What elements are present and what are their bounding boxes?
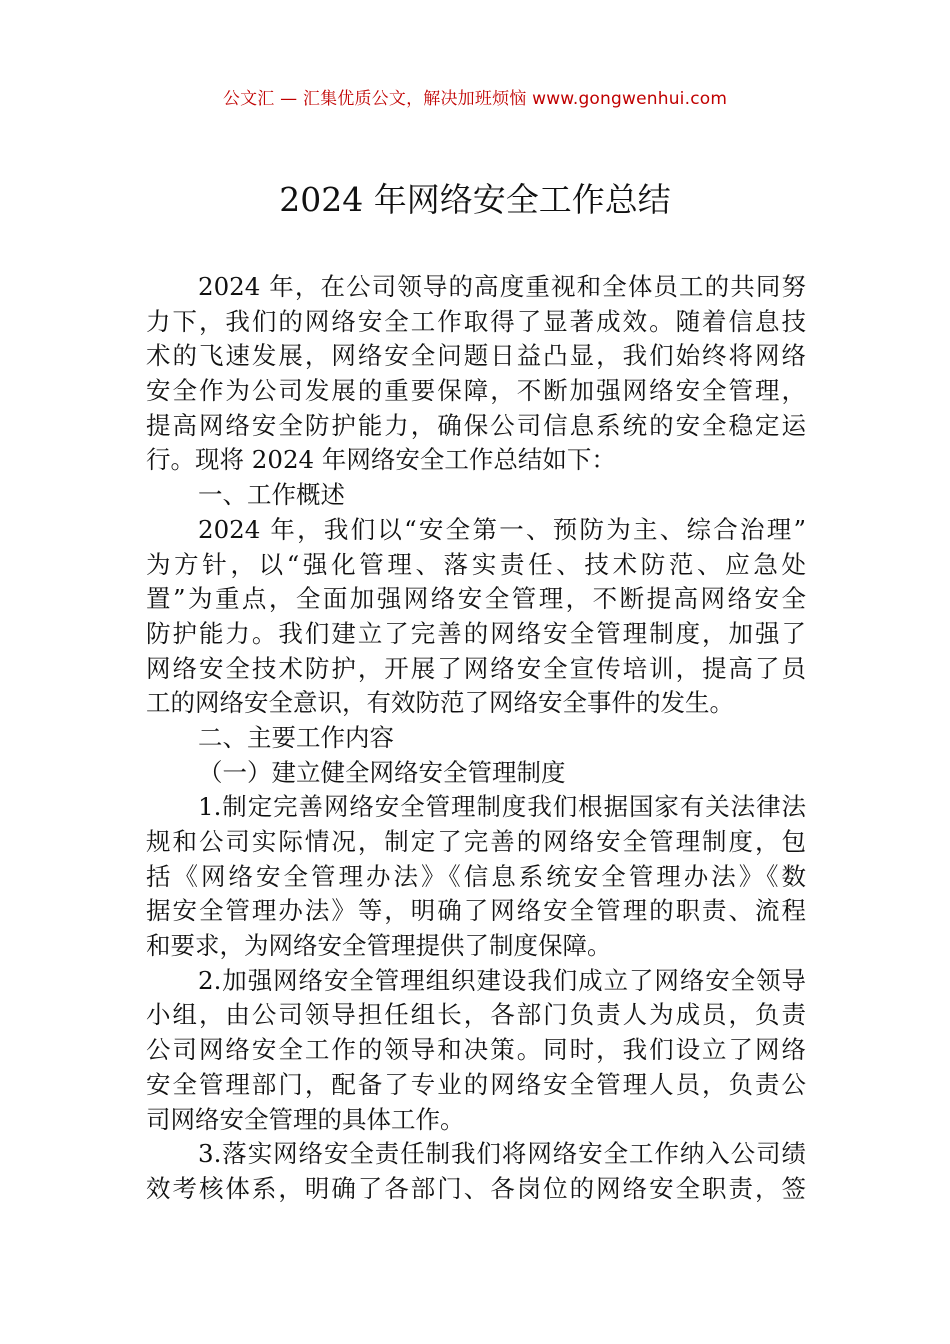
body-text-line: 括《网络安全管理办法》《信息系统安全管理办法》《数 (146, 861, 806, 891)
body-text-line: 2024 年，在公司领导的高度重视和全体员工的共同努 (198, 272, 806, 301)
body-text-line: 二、主要工作内容 (198, 722, 394, 752)
body-text-line: 和要求，为网络安全管理提供了制度保障。 (146, 931, 612, 961)
body-text-line: 3.落实网络安全责任制我们将网络安全工作纳入公司绩 (198, 1139, 806, 1169)
body-text-line: 力下，我们的网络安全工作取得了显著成效。随着信息技 (146, 306, 806, 336)
body-text-line: 工的网络安全意识，有效防范了网络安全事件的发生。 (146, 688, 734, 718)
body-text-line: 提高网络安全防护能力，确保公司信息系统的安全稳定运 (146, 410, 806, 440)
body-text-line: 效考核体系，明确了各部门、各岗位的网络安全职责，签 (146, 1173, 806, 1203)
body-text-line: 据安全管理办法》等，明确了网络安全管理的职责、流程 (146, 896, 806, 926)
body-text-line: 2024 年，我们以“安全第一、预防为主、综合治理” (198, 514, 806, 544)
body-text-line: 为方针，以“强化管理、落实责任、技术防范、应急处 (146, 549, 806, 579)
body-text-line: 规和公司实际情况，制定了完善的网络安全管理制度，包 (146, 827, 806, 856)
body-text-line: 行。现将 2024 年网络安全工作总结如下： (146, 445, 616, 475)
body-text-line: 1.制定完善网络安全管理制度我们根据国家有关法律法 (198, 792, 806, 822)
body-text-line: 防护能力。我们建立了完善的网络安全管理制度，加强了 (146, 618, 806, 648)
document-body (146, 270, 806, 1207)
body-text-line: 术的飞速发展，网络安全问题日益凸显，我们始终将网络 (146, 341, 806, 371)
body-text-line: 安全作为公司发展的重要保障，不断加强网络安全管理， (146, 376, 806, 406)
body-text-line: 一、工作概述 (198, 480, 345, 510)
body-text-line: 2.加强网络安全管理组织建设我们成立了网络安全领导 (198, 965, 806, 995)
header-banner: 公文汇 — 汇集优质公文，解决加班烦恼 www.gongwenhui.com (222, 89, 728, 109)
document-title: 2024 年网络安全工作总结 (279, 180, 671, 219)
body-text-line: 公司网络安全工作的领导和决策。同时，我们设立了网络 (146, 1035, 806, 1065)
body-text-line: 网络安全技术防护，开展了网络安全宣传培训，提高了员 (146, 653, 806, 683)
body-text-line: （一）建立健全网络安全管理制度 (198, 757, 566, 787)
body-text-line: 司网络安全管理的具体工作。 (146, 1104, 465, 1134)
body-text-line: 小组，由公司领导担任组长，各部门负责人为成员，负责 (146, 1000, 806, 1030)
body-text-line: 置”为重点，全面加强网络安全管理，不断提高网络安全 (146, 584, 806, 614)
body-text-line: 安全管理部门，配备了专业的网络安全管理人员，负责公 (146, 1069, 806, 1099)
